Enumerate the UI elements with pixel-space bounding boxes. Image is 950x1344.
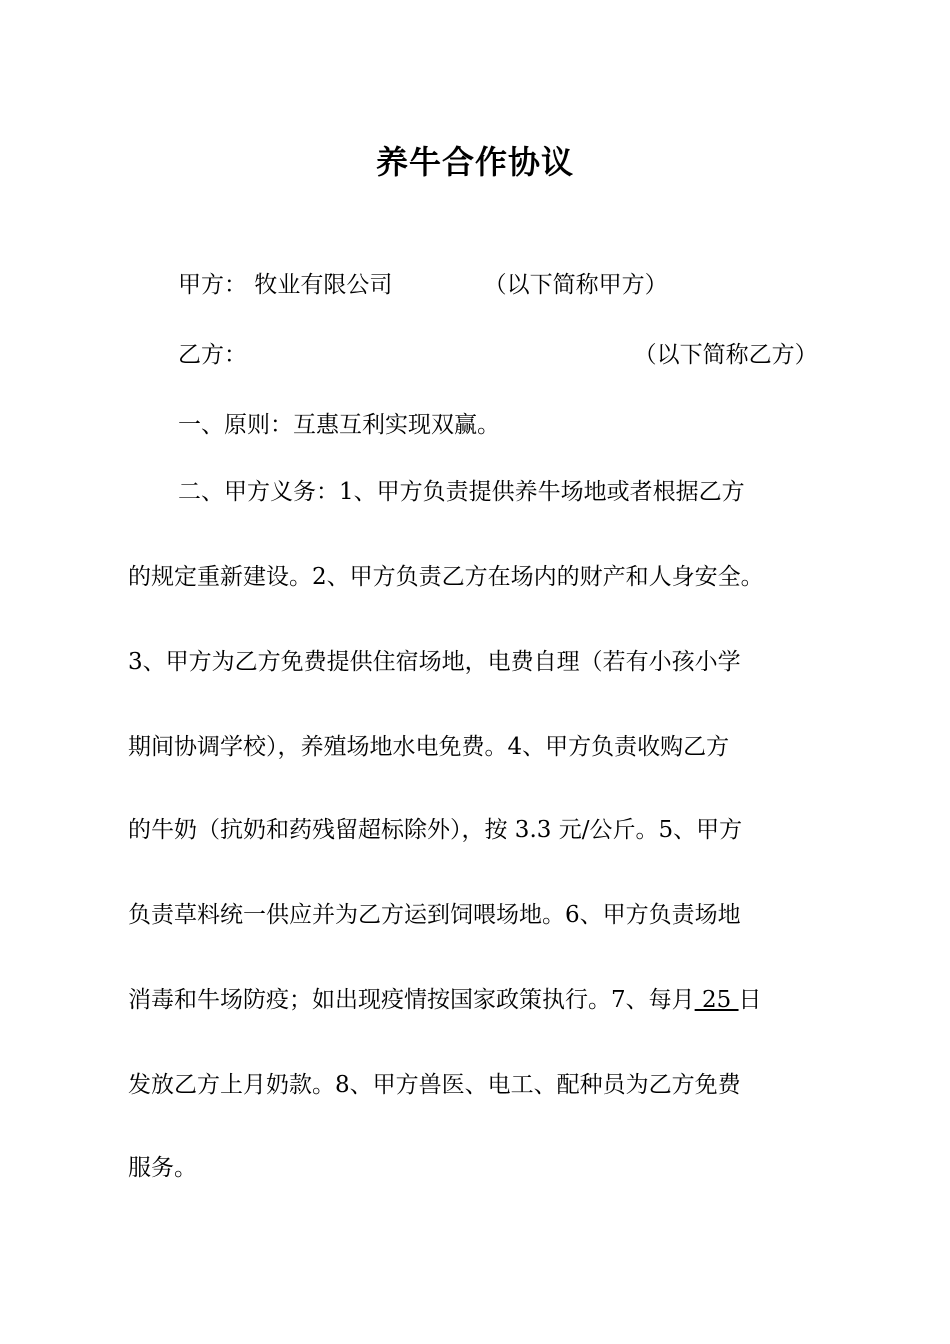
party-a-line: [178, 270, 668, 300]
obligations-line-4: 期间协调学校），养殖场地水电免费。4、甲方负责收购乙方: [128, 734, 730, 760]
obligations-line-7: [128, 985, 762, 1015]
party-a-name: 牧业有限公司: [254, 272, 393, 298]
obligations-line-5: 的牛奶（抗奶和药残留超标除外），按 3.3 元/公斤。5、甲方: [128, 817, 743, 843]
payment-day-value: 25: [694, 987, 739, 1013]
party-a-note: （以下简称甲方）: [483, 272, 668, 298]
obligations-line-3: 3、甲方为乙方免费提供住宿场地，电费自理（若有小孩小学: [128, 649, 741, 675]
principle-line: 一、原则：互惠互利实现双赢。: [178, 412, 500, 438]
obligations-line-6: 负责草料统一供应并为乙方运到饲喂场地。6、甲方负责场地: [128, 902, 741, 928]
obligations-line-2: 的规定重新建设。2、甲方负责乙方在场内的财产和人身安全。: [128, 564, 764, 590]
document-title: 养牛合作协议: [375, 143, 574, 181]
party-a-label: 甲方：: [178, 272, 247, 298]
obligations-line-1: 二、甲方义务：1、甲方负责提供养牛场地或者根据乙方: [178, 479, 745, 505]
obligations-line-8: 发放乙方上月奶款。8、甲方兽医、电工、配种员为乙方免费: [128, 1072, 741, 1098]
obligations-line-7-text: 消毒和牛场防疫；如出现疫情按国家政策执行。7、每月: [128, 987, 695, 1013]
party-b-line: [178, 340, 818, 370]
obligations-line-9: 服务。: [128, 1155, 197, 1181]
obligations-line-7-suffix: 日: [738, 987, 762, 1013]
party-b-note: （以下简称乙方）: [633, 342, 818, 368]
party-b-label: 乙方：: [178, 342, 247, 368]
